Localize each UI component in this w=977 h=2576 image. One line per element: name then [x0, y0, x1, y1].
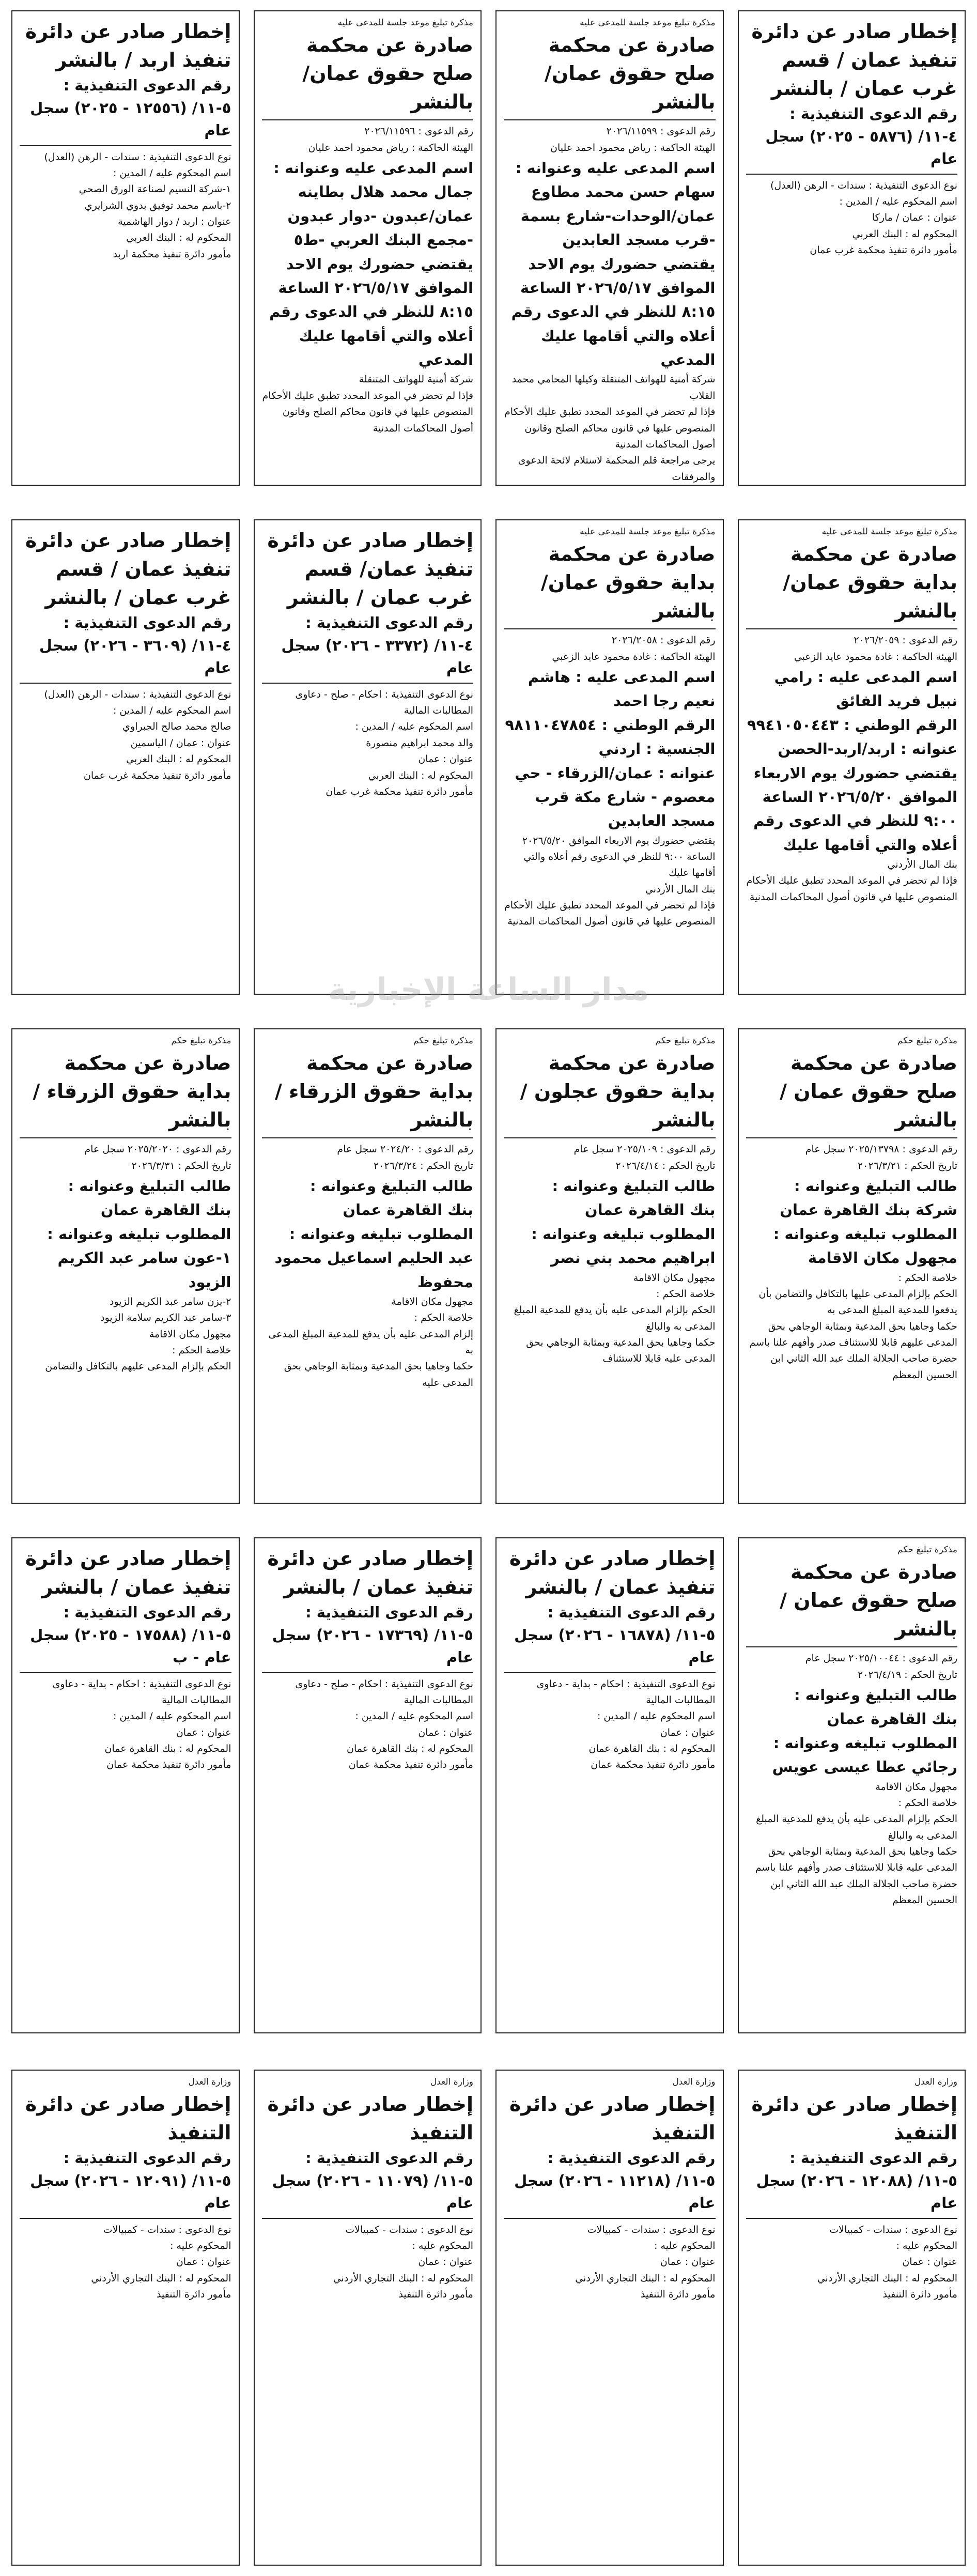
notice-line: نوع الدعوى التنفيذية : احكام - بداية - دعاوى المطالبات المالية: [536, 1678, 716, 1706]
notice-line: الهيئة الحاكمة : غادة محمود عايد الزعبي: [794, 651, 957, 662]
notice-line: الهيئة الحاكمة : رياض محمود احمد عليان: [550, 142, 716, 153]
notice-title: إخطار صادر عن دائرة تنفيذ عمان / بالنشر: [25, 1547, 231, 1599]
notice-line: شركة أمنية للهواتف المتنقلة: [359, 374, 473, 385]
notice-line: يقتضي حضورك يوم الاربعاء الموافق ٢٠٢٦/٥/٢٠ الساعة ٩:٠٠ للنظر في الدعوى رقم أعلاه والتي أقامها عليك: [753, 764, 957, 854]
notice-divider: [20, 1672, 231, 1673]
notice-line: عنوان : عمان: [660, 1726, 716, 1738]
notice-line: اسم المدعى عليه : رامي نبيل فريد الفائق: [774, 668, 957, 710]
legal-notice: [11, 519, 240, 995]
notice-line: بنك القاهرة عمان: [584, 1201, 716, 1219]
notice-divider: [262, 1672, 474, 1673]
legal-notice: [11, 1537, 240, 2033]
notice-line: طالب التبليغ وعنوانه :: [794, 1686, 957, 1704]
notice-line: نوع الدعوى : سندات - كمبيالات: [103, 2224, 231, 2235]
notice-title: إخطار صادر عن دائرة تنفيذ عمان / بالنشر: [267, 1547, 473, 1599]
notice-line: سهام حسن محمد مطاوع: [531, 183, 716, 201]
notice-line: عنوانه : عمان/الزرقاء - حي معصوم - شارع مكة قرب مسجد العابدين: [515, 764, 716, 830]
legal-notice: [495, 519, 724, 995]
notice-case-number: رقم الدعوى التنفيذية : ٥-١١/ (١٢٠٩١ - ٢٠٢٦) سجل عام: [30, 2149, 231, 2212]
notice-line: اسم المحكوم عليه / المدين :: [355, 1710, 473, 1722]
notices-row-4: [11, 1537, 966, 2033]
legal-notice: [738, 10, 966, 486]
notice-line: اسم المحكوم عليه / المدين :: [597, 1710, 716, 1722]
notice-line: مجهول مكان الاقامة: [391, 1295, 473, 1307]
notice-line: عنوان : عمان: [176, 2256, 231, 2268]
notice-divider: [504, 1672, 716, 1673]
notice-line: المطلوب تبليغه وعنوانه :: [289, 1225, 473, 1243]
notice-line: والد محمد ابراهيم منصورة: [366, 737, 473, 749]
notice-divider: [20, 145, 231, 146]
notice-divider: [746, 174, 958, 175]
legal-notice: [738, 2070, 966, 2566]
notice-line: رقم الدعوى : ٢٠٢٦/١١٥٩٩: [606, 126, 716, 137]
notice-line: صالح محمد صالح الجبراوي: [122, 721, 231, 733]
notice-line: عبد الحليم اسماعيل محمود محفوظ: [274, 1249, 473, 1291]
notice-line: مجهول مكان الاقامة: [149, 1328, 231, 1340]
notice-line: عنوانه : اربد/اربد-الحصن: [778, 740, 957, 758]
notice-line: عنوان : اربد / دوار الهاشمية: [118, 216, 231, 228]
notice-divider: [746, 1646, 958, 1647]
notice-line: بنك القاهرة عمان: [100, 1201, 231, 1219]
notice-title: صادرة عن محكمة صلح حقوق عمان /بالنشر: [780, 1052, 957, 1132]
notice-kicker: وزارة العدل: [188, 2077, 231, 2087]
notice-divider: [20, 1137, 231, 1138]
notice-kicker: وزارة العدل: [914, 2077, 957, 2087]
notice-line: بنك القاهرة عمان: [343, 1201, 473, 1219]
notice-title: إخطار صادر عن دائرة تنفيذ عمان/ قسم غرب عمان / بالنشر: [267, 529, 473, 609]
notice-line: المحكوم له : البنك التجاري الأردني: [575, 2272, 716, 2284]
notice-line: اسم المحكوم عليه / المدين :: [355, 721, 473, 733]
legal-notice: [738, 1028, 966, 1504]
notice-line: مأمور دائرة التنفيذ: [882, 2289, 957, 2301]
notice-line: مجهول مكان الاقامة: [633, 1272, 716, 1284]
notice-line: الهيئة الحاكمة : رياض محمود احمد عليان: [308, 142, 473, 153]
notice-line: المحكوم له : البنك العربي: [126, 753, 231, 765]
notice-title: إخطار صادر عن دائرة تنفيذ اربد / بالنشر: [25, 20, 231, 72]
notice-line: يرجى مراجعة قلم المحكمة لاستلام لائحة الدعوى والمرفقات: [518, 455, 716, 483]
notice-line: المحكوم له : البنك العربي: [852, 228, 957, 240]
notice-kicker: مذكرة تبليغ حكم: [413, 1036, 473, 1046]
notice-case-number: رقم الدعوى التنفيذية : ٥-١١/ (١٢٠٨٨ - ٢٠٢٦) سجل عام: [756, 2149, 957, 2212]
notice-kicker: مذكرة تبليغ حكم: [171, 1036, 231, 1046]
notice-line: المحكوم له : البنك التجاري الأردني: [333, 2272, 473, 2284]
notice-title: صادرة عن محكمة صلح حقوق عمان /بالنشر: [780, 1561, 957, 1641]
notice-line: الحكم بإلزام المدعى عليه بأن يدفع للمدعية المبلغ المدعى به والبالغ: [756, 1813, 957, 1841]
notice-line: المحكوم له : البنك العربي: [368, 769, 473, 781]
notice-case-number: رقم الدعوى التنفيذية : ٥-١١/ (١٧٥٨٨ - ٢٠٢٥) سجل عام - ب: [30, 1603, 231, 1667]
notice-case-number: رقم الدعوى التنفيذية : ٥-١١/ (١٢٥٥٦ - ٢٠٢٥) سجل عام: [30, 76, 231, 140]
notice-title: إخطار صادر عن دائرة تنفيذ عمان / قسم غرب عمان / بالنشر: [25, 529, 231, 609]
notice-line: نوع الدعوى : سندات - كمبيالات: [587, 2224, 716, 2235]
notice-divider: [20, 683, 231, 684]
notice-line: ٢-يزن سامر عبد الكريم الزيود: [110, 1295, 231, 1307]
notice-line: مأمور دائرة تنفيذ محكمة اربد: [113, 248, 231, 260]
notice-line: الهيئة الحاكمة : غادة محمود عايد الزعبي: [552, 651, 716, 662]
notice-line: جمال محمد هلال بطاينه: [298, 183, 473, 201]
notice-divider: [262, 2218, 474, 2219]
notice-line: تاريخ الحكم : ٢٠٢٦/٤/١٩: [857, 1669, 957, 1680]
notice-title: صادرة عن محكمة بداية حقوق الزرقاء /بالنشر: [274, 1052, 473, 1132]
notice-title: صادرة عن محكمة بداية حقوق الزرقاء /بالنشر: [33, 1052, 231, 1132]
notice-line: عنوان : عمان: [176, 1726, 231, 1738]
notice-line: طالب التبليغ وعنوانه :: [552, 1177, 716, 1195]
notice-divider: [746, 628, 958, 629]
notice-line: مأمور دائرة تنفيذ محكمة غرب عمان: [83, 769, 231, 781]
notice-line: المحكوم له : بنك القاهرة عمان: [347, 1743, 473, 1755]
notice-line: رجائي عطا عيسى عويس: [772, 1758, 957, 1776]
legal-notice: [495, 2070, 724, 2566]
notice-line: عنوان : عمان: [418, 753, 473, 765]
notice-line: فإذا لم تحضر في الموعد المحدد تطبق عليك الأحكام المنصوص عليها في قانون أصول المحاكمات المدنية: [746, 875, 957, 903]
legal-notice: [11, 2070, 240, 2566]
notice-line: رقم الدعوى : ٢٠٢٥/١٣٧٩٨ سجل عام: [805, 1144, 957, 1155]
notice-line: عنوان : عمان / ماركا: [872, 212, 957, 224]
legal-notice: [738, 519, 966, 995]
notice-kicker: مذكرة تبليغ موعد جلسة للمدعى عليه: [821, 527, 957, 537]
notice-line: عنوان : عمان: [902, 2256, 957, 2268]
notice-line: تاريخ الحكم : ٢٠٢٦/٣/٣١: [131, 1160, 231, 1171]
legal-notice: [495, 10, 724, 486]
notice-line: المطلوب تبليغه وعنوانه :: [773, 1734, 957, 1752]
notice-line: شركة أمنية للهواتف المتنقلة وكيلها المحامي محمد القلاب: [511, 374, 716, 402]
notice-title: إخطار صادر عن دائرة التنفيذ: [267, 2093, 473, 2145]
notice-title: إخطار صادر عن دائرة تنفيذ عمان / بالنشر: [509, 1547, 716, 1599]
notice-line: عنوان : عمان: [418, 1726, 473, 1738]
notice-kicker: مذكرة تبليغ حكم: [897, 1036, 957, 1046]
notice-kicker: مذكرة تبليغ حكم: [655, 1036, 716, 1046]
notice-line: فإذا لم تحضر في الموعد المحدد تطبق عليك الأحكام المنصوص عليها في قانون أصول المحاكمات المدنية: [504, 900, 716, 928]
notice-line: عنوان : عمان: [418, 2256, 473, 2268]
notices-page: [11, 10, 966, 2566]
notice-line: نوع الدعوى التنفيذية : سندات - الرهن (العدل): [44, 688, 231, 700]
notice-line: الحكم بإلزام المدعى عليه بأن يدفع للمدعية المبلغ المدعى به والبالغ: [514, 1304, 716, 1332]
notice-case-number: رقم الدعوى التنفيذية : ٥-١١/ (١١٠٧٩ - ٢٠٢٦) سجل عام: [272, 2149, 473, 2212]
notice-title: صادرة عن محكمة بداية حقوق عمان/بالنشر: [540, 543, 716, 623]
notice-divider: [262, 119, 474, 120]
notice-line: نوع الدعوى التنفيذية : سندات - الرهن (العدل): [44, 151, 231, 163]
notice-line: المحكوم عليه :: [412, 2240, 473, 2252]
notice-line: رقم الدعوى : ٢٠٢٤/٢٠ سجل عام: [337, 1144, 473, 1155]
notice-line: اسم المحكوم عليه / المدين :: [113, 705, 231, 717]
notice-line: تاريخ الحكم : ٢٠٢٦/٣/٢٤: [373, 1160, 473, 1171]
notice-line: نوع الدعوى : سندات - كمبيالات: [345, 2224, 473, 2235]
notice-case-number: رقم الدعوى التنفيذية : ٤-١١/ (٣٦٠٩ - ٢٠٢٦) سجل عام: [39, 614, 231, 677]
notice-title: صادرة عن محكمة بداية حقوق عجلون / بالنشر: [520, 1052, 716, 1132]
notice-case-number: رقم الدعوى التنفيذية : ٥-١١/ (١١٢١٨ - ٢٠٢٦) سجل عام: [514, 2149, 716, 2212]
notice-line: حكما وجاهيا بحق المدعية وبمثابة الوجاهي بحق المدعى عليه قابلا للاستئناف: [526, 1336, 716, 1365]
notice-line: طالب التبليغ وعنوانه :: [68, 1177, 231, 1195]
notice-line: ٣-سامر عبد الكريم سلامة الزيود: [100, 1312, 231, 1324]
notice-line: الحكم بإلزام المدعى عليهم بالتكافل والتضامن: [45, 1361, 231, 1372]
notice-kicker: وزارة العدل: [672, 2077, 716, 2087]
legal-notice: [254, 1537, 482, 2033]
notice-line: شركة بنك القاهرة عمان: [780, 1201, 957, 1219]
notice-title: صادرة عن محكمة بداية حقوق عمان/بالنشر: [783, 543, 957, 623]
notice-line: طالب التبليغ وعنوانه :: [794, 1177, 957, 1195]
notice-line: الجنسية : اردني: [598, 740, 716, 758]
notice-line: مأمور دائرة تنفيذ محكمة غرب عمان: [810, 244, 957, 256]
notice-line: المطلوب تبليغه وعنوانه :: [773, 1225, 957, 1243]
notice-line: رقم الدعوى : ٢٠٢٦/٢٠٥٩: [854, 635, 957, 646]
notice-title: إخطار صادر عن دائرة التنفيذ: [751, 2093, 957, 2145]
notice-line: المحكوم عليه :: [654, 2240, 716, 2252]
notice-line: بنك القاهرة عمان: [827, 1710, 957, 1728]
notice-divider: [746, 1137, 958, 1138]
notice-line: المحكوم له : البنك التجاري الأردني: [91, 2272, 231, 2284]
notice-line: رقم الدعوى : ٢٠٢٦/٢٠٥٨: [611, 635, 716, 646]
notice-line: حكما وجاهيا بحق المدعية وبمثابة الوجاهي بحق المدعى عليه: [284, 1361, 473, 1389]
legal-notice: [738, 1537, 966, 2033]
notice-line: مأمور دائرة تنفيذ محكمة عمان: [591, 1759, 716, 1771]
notice-line: يقتضي حضورك يوم الاحد الموافق ٢٠٢٦/٥/١٧ الساعة ٨:١٥ للنظر في الدعوى رقم أعلاه والتي أقامها عليك المدعي: [269, 255, 473, 369]
notice-title: صادرة عن محكمة صلح حقوق عمان/بالنشر: [544, 34, 716, 114]
notice-title: إخطار صادر عن دائرة التنفيذ: [509, 2093, 716, 2145]
notice-line: رقم الدعوى : ٢٠٢٥/١٠٩ سجل عام: [573, 1144, 716, 1155]
watermark-text: مدار الساعة الإخبارية: [328, 971, 649, 1008]
notice-line: خلاصة الحكم :: [898, 1797, 957, 1809]
legal-notice: [495, 1537, 724, 2033]
legal-notice: [11, 1028, 240, 1504]
notice-divider: [504, 1137, 716, 1138]
notice-line: طالب التبليغ وعنوانه :: [310, 1177, 473, 1195]
notice-case-number: رقم الدعوى التنفيذية : ٥-١١/ (١٦٨٧٨ - ٢٠٢٦) سجل عام: [514, 1603, 716, 1667]
notice-line: اسم المدعى عليه وعنوانه :: [515, 159, 716, 177]
notice-line: المحكوم له : بنك القاهرة عمان: [104, 1743, 231, 1755]
notice-line: اسم المحكوم عليه / المدين :: [113, 167, 231, 179]
notice-line: مأمور دائرة التنفيذ: [156, 2289, 231, 2301]
notice-line: الحكم بإلزام المدعى عليها بالتكافل والتضامن بأن يدفعوا للمدعية المبلغ المدعى به: [758, 1288, 957, 1316]
notice-line: اسم المحكوم عليه / المدين :: [113, 1710, 231, 1722]
notice-line: المطلوب تبليغه وعنوانه :: [531, 1225, 716, 1243]
notice-line: نوع الدعوى التنفيذية : احكام - بداية - دعاوى المطالبات المالية: [52, 1678, 231, 1706]
notice-line: خلاصة الحكم :: [414, 1312, 473, 1324]
notice-kicker: مذكرة تبليغ موعد جلسة للمدعى عليه: [580, 527, 716, 537]
notice-divider: [262, 683, 474, 684]
notice-line: المحكوم له : بنك القاهرة عمان: [588, 1743, 716, 1755]
notice-line: مجهول مكان الاقامة: [808, 1249, 957, 1267]
notice-line: عمان/عبدون -دوار عبدون -مجمع البنك العربي -ط٥: [287, 207, 473, 249]
notice-line: مجهول مكان الاقامة: [875, 1781, 957, 1793]
notice-line: خلاصة الحكم :: [172, 1344, 231, 1356]
notice-case-number: رقم الدعوى التنفيذية : ٥-١١/ (١٧٣٦٩ - ٢٠٢٦) سجل عام: [272, 1603, 473, 1667]
notice-line: مأمور دائرة التنفيذ: [398, 2289, 473, 2301]
notices-row-5: [11, 2070, 966, 2566]
notice-line: ١-عون سامر عبد الكريم الزيود: [57, 1249, 231, 1291]
notice-line: نوع الدعوى : سندات - كمبيالات: [829, 2224, 957, 2235]
notice-case-number: رقم الدعوى التنفيذية : ٤-١١/ (٥٨٧٦ - ٢٠٢٥) سجل عام: [765, 105, 957, 168]
notice-line: حكما وجاهيا بحق المدعية وبمثابة الوجاهي بحق المدعى عليه قابلا للاستئناف صدر وأفهم علنا باسم حضرة صاحب الجلالة الملك عبد الله الثاني ابن الحسين المعظم: [755, 1845, 957, 1906]
notice-line: رقم الدعوى : ٢٠٢٥/١٠٠٤٤ سجل عام: [805, 1653, 957, 1664]
legal-notice: [254, 10, 482, 486]
legal-notice: [254, 519, 482, 995]
notice-line: إلزام المدعى عليه بأن يدفع للمدعية المبلغ المدعى به: [268, 1328, 473, 1356]
notice-divider: [746, 2218, 958, 2219]
notices-row-1: [11, 10, 966, 486]
notice-line: المطلوب تبليغه وعنوانه :: [47, 1225, 231, 1243]
notice-line: ابراهيم محمد بني نصر: [551, 1249, 716, 1267]
notice-line: رقم الدعوى : ٢٠٢٦/١١٥٩٦: [364, 126, 473, 137]
notice-line: مأمور دائرة تنفيذ محكمة عمان: [348, 1759, 473, 1771]
legal-notice: [495, 1028, 724, 1504]
notice-line: الرقم الوطني : ٩٨١١٠٤٧٨٥٤: [505, 716, 716, 734]
notices-row-3: [11, 1028, 966, 1504]
notice-line: نوع الدعوى التنفيذية : احكام - صلح - دعاوى المطالبات المالية: [295, 1678, 473, 1706]
notice-line: عنوان : عمان: [660, 2256, 716, 2268]
notices-row-2: [11, 519, 966, 995]
notice-divider: [504, 628, 716, 629]
legal-notice: [11, 10, 240, 486]
notice-divider: [262, 1137, 474, 1138]
notice-line: المحكوم عليه :: [170, 2240, 231, 2252]
notice-line: المحكوم عليه :: [896, 2240, 957, 2252]
notice-line: المحكوم له : البنك العربي: [126, 232, 231, 244]
notice-case-number: رقم الدعوى التنفيذية : ٤-١١/ (٣٣٧٢ - ٢٠٢٦) سجل عام: [281, 614, 473, 677]
notice-divider: [504, 2218, 716, 2219]
legal-notice: [254, 1028, 482, 1504]
notice-line: يقتضي حضورك يوم الاربعاء الموافق ٢٠٢٦/٥/٢٠ الساعة ٩:٠٠ للنظر في الدعوى رقم أعلاه والتي أقامها عليك: [522, 835, 716, 879]
notice-title: صادرة عن محكمة صلح حقوق عمان/بالنشر: [302, 34, 473, 114]
notice-line: مأمور دائرة تنفيذ محكمة غرب عمان: [325, 785, 473, 797]
notice-line: مأمور دائرة التنفيذ: [640, 2289, 716, 2301]
notice-line: رقم الدعوى : ٢٠٢٥/٢٠٢٠ سجل عام: [84, 1144, 231, 1155]
notice-line: مأمور دائرة تنفيذ محكمة عمان: [106, 1759, 231, 1771]
notice-line: اسم المحكوم عليه / المدين :: [839, 196, 957, 208]
notice-kicker: مذكرة تبليغ موعد جلسة للمدعى عليه: [337, 18, 473, 28]
legal-notice: [254, 2070, 482, 2566]
notice-line: نوع الدعوى التنفيذية : سندات - الرهن (العدل): [770, 179, 957, 191]
notice-line: عنوان : عمان / الياسمين: [130, 737, 231, 749]
notice-line: بنك المال الأردني: [887, 859, 957, 871]
notice-line: نوع الدعوى التنفيذية : احكام - صلح - دعاوى المطالبات المالية: [295, 688, 473, 717]
notice-title: إخطار صادر عن دائرة تنفيذ عمان / قسم غرب عمان / بالنشر: [751, 20, 957, 100]
notice-line: تاريخ الحكم : ٢٠٢٦/٤/١٤: [615, 1160, 716, 1171]
notice-kicker: مذكرة تبليغ حكم: [897, 1545, 957, 1555]
notice-line: الرقم الوطني : ٩٩٤١٠٥٠٤٤٣: [747, 716, 957, 734]
notice-line: اسم المدعى عليه وعنوانه :: [273, 159, 473, 177]
notice-divider: [504, 119, 716, 120]
notice-line: ١-شركة النسيم لصناعة الورق الصحي: [79, 183, 231, 195]
notice-divider: [20, 2218, 231, 2219]
notice-line: فإذا لم تحضر في الموعد المحدد تطبق عليك الأحكام المنصوص عليها في قانون محاكم الصلح وقانون أصول المحاكمات المدنية: [262, 390, 473, 434]
notice-line: تاريخ الحكم : ٢٠٢٦/٣/٢١: [857, 1160, 957, 1171]
notice-line: المحكوم له : البنك التجاري الأردني: [817, 2272, 957, 2284]
notice-line: عمان/الوحدات-شارع بسمة -قرب مسجد العابدين: [520, 207, 716, 249]
notice-line: حكما وجاهيا بحق المدعية وبمثابة الوجاهي بحق المدعى عليهم قابلا للاستئناف صدر وأفهم علنا باسم حضرة صاحب الجلالة الملك عبد الله الثاني ابن الحسين المعظم: [749, 1320, 957, 1381]
notice-kicker: مذكرة تبليغ موعد جلسة للمدعى عليه: [580, 18, 716, 28]
notice-line: بنك المال الأردني: [645, 883, 716, 895]
notice-kicker: وزارة العدل: [430, 2077, 473, 2087]
notice-line: يقتضي حضورك يوم الاحد الموافق ٢٠٢٦/٥/١٧ الساعة ٨:١٥ للنظر في الدعوى رقم أعلاه والتي أقامها عليك المدعي: [511, 255, 716, 369]
notice-title: إخطار صادر عن دائرة التنفيذ: [25, 2093, 231, 2145]
notice-line: فإذا لم تحضر في الموعد المحدد تطبق عليك الأحكام المنصوص عليها في قانون محاكم الصلح وقانون أصول المحاكمات المدنية: [504, 406, 716, 450]
notice-line: اسم المدعى عليه : هاشم نعيم رجا احمد: [528, 668, 716, 710]
notice-line: خلاصة الحكم :: [656, 1288, 716, 1300]
notice-line: ٢-باسم محمد توفيق بدوي الشرايري: [84, 199, 231, 211]
notice-line: خلاصة الحكم :: [898, 1272, 957, 1284]
